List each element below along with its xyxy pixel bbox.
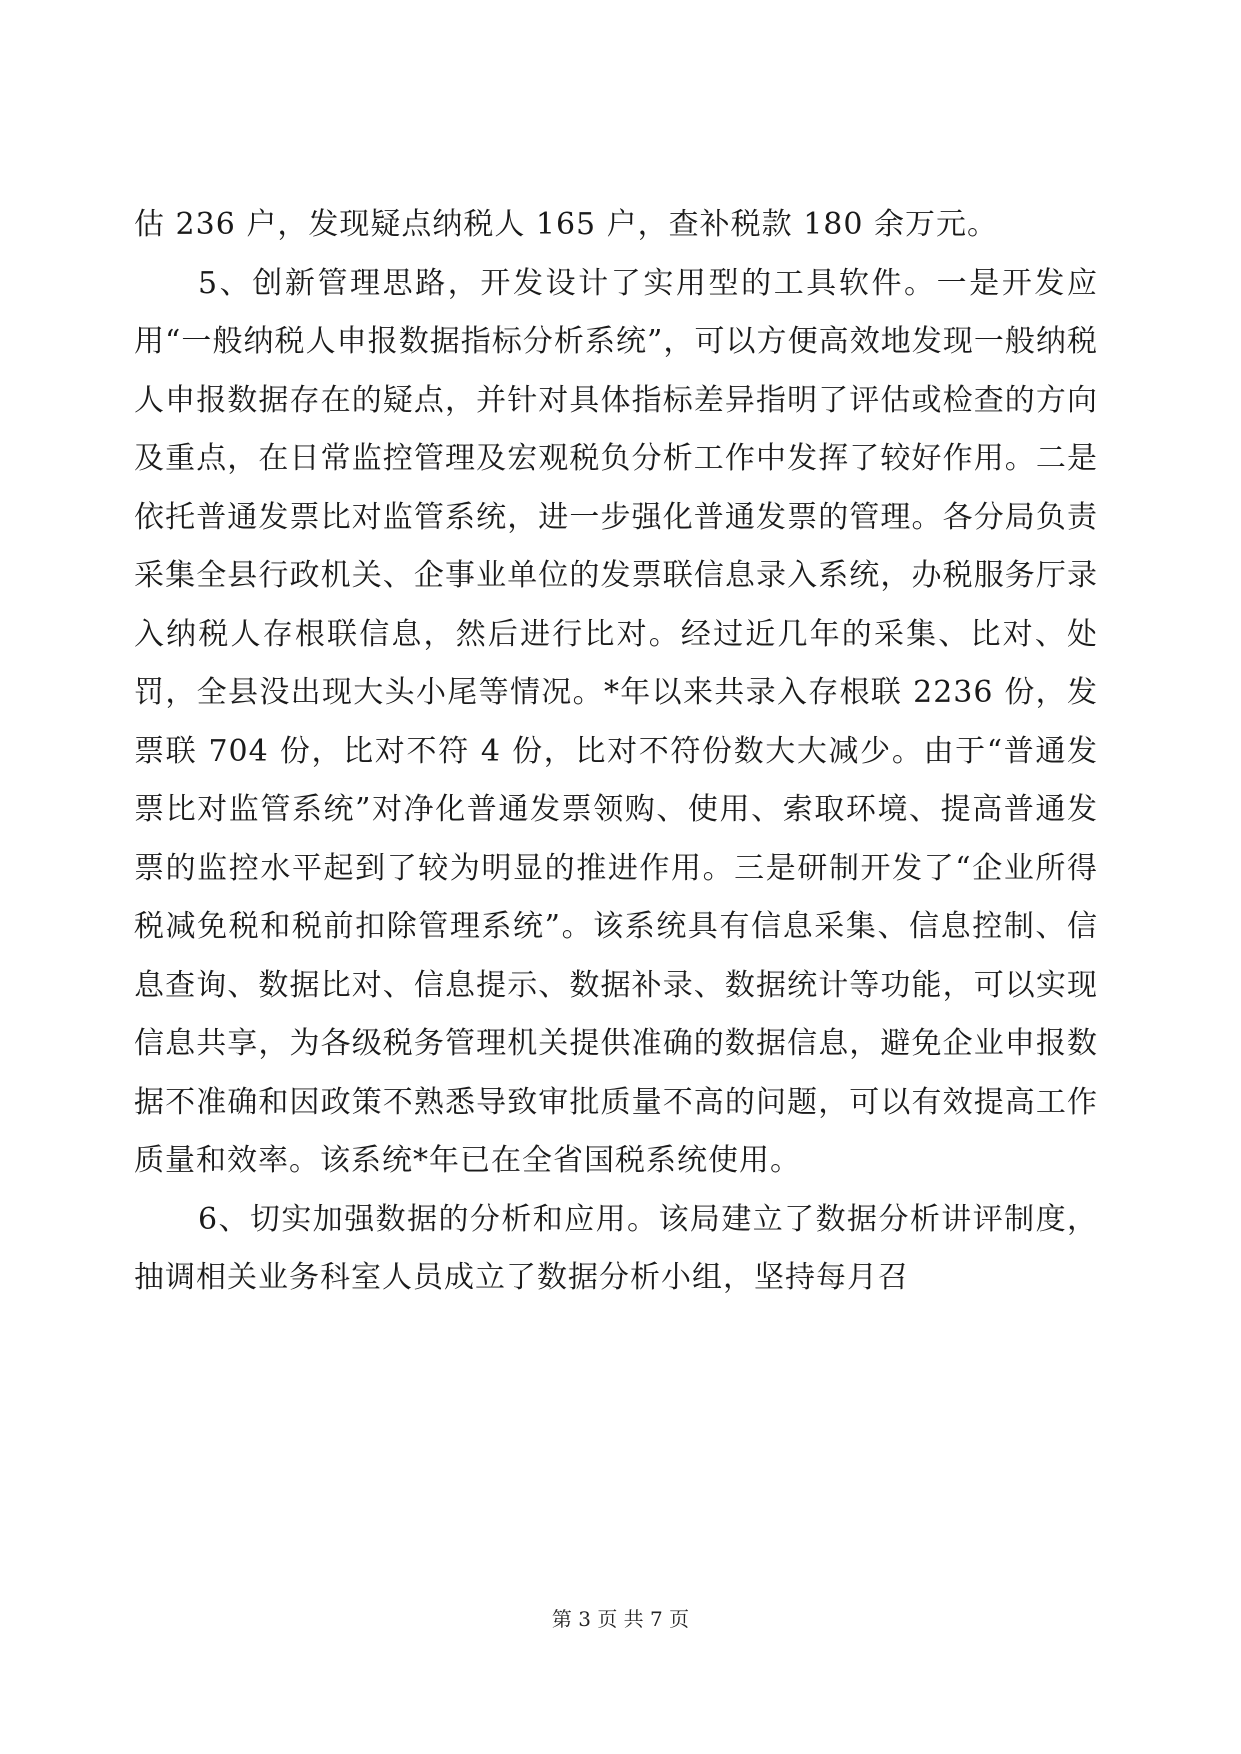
paragraph-item-6: 6、切实加强数据的分析和应用。该局建立了数据分析讲评制度，抽调相关业务科室人员成立了数据分析小组，坚持每月召 — [134, 1201, 1098, 1295]
paragraph-item-5: 5、创新管理思路，开发设计了实用型的工具软件。一是开发应用“一般纳税人申报数据指标分析系统”，可以方便高效地发现一般纳税人申报数据存在的疑点，并针对具体指标差异指明了评估或检查的方向及重点，在日常监控管理及宏观税负分析工作中发挥了较好作用。二是依托普通发票比对监管系统，进一步强化普通发票的管理。各分局负责采集全县行政机关、企事业单位的发票联信息录入系统，办税服务厅录入纳税人存根联信息，然后进行比对。经过近几年的采集、比对、处罚，全县没出现大头小尾等情况。*年以来共录入存根联 2236 份，发票联 704 份，比对不符 4 份，比对不符份数大大减少。由于“普通发票比对监管系统”对净化普通发票领购、使用、索取环境、提高普通发票的监控水平起到了较为明显的推进作用。三是研制开发了“企业所得税减免税和税前扣除管理系统”。该系统具有信息采集、信息控制、信息查询、数据比对、信息提示、数据补录、数据统计等功能，可以实现信息共享，为各级税务管理机关提供准确的数据信息，避免企业申报数据不准确和因政策不熟悉导致审批质量不高的问题，可以有效提高工作质量和效率。该系统*年已在全省国税系统使用。 — [134, 265, 1098, 1178]
paragraph-continuation: 估 236 户，发现疑点纳税人 165 户，查补税款 180 余万元。 — [134, 207, 998, 242]
page-footer: 第 3 页 共 7 页 — [551, 1607, 690, 1631]
document-body — [134, 196, 1098, 1308]
